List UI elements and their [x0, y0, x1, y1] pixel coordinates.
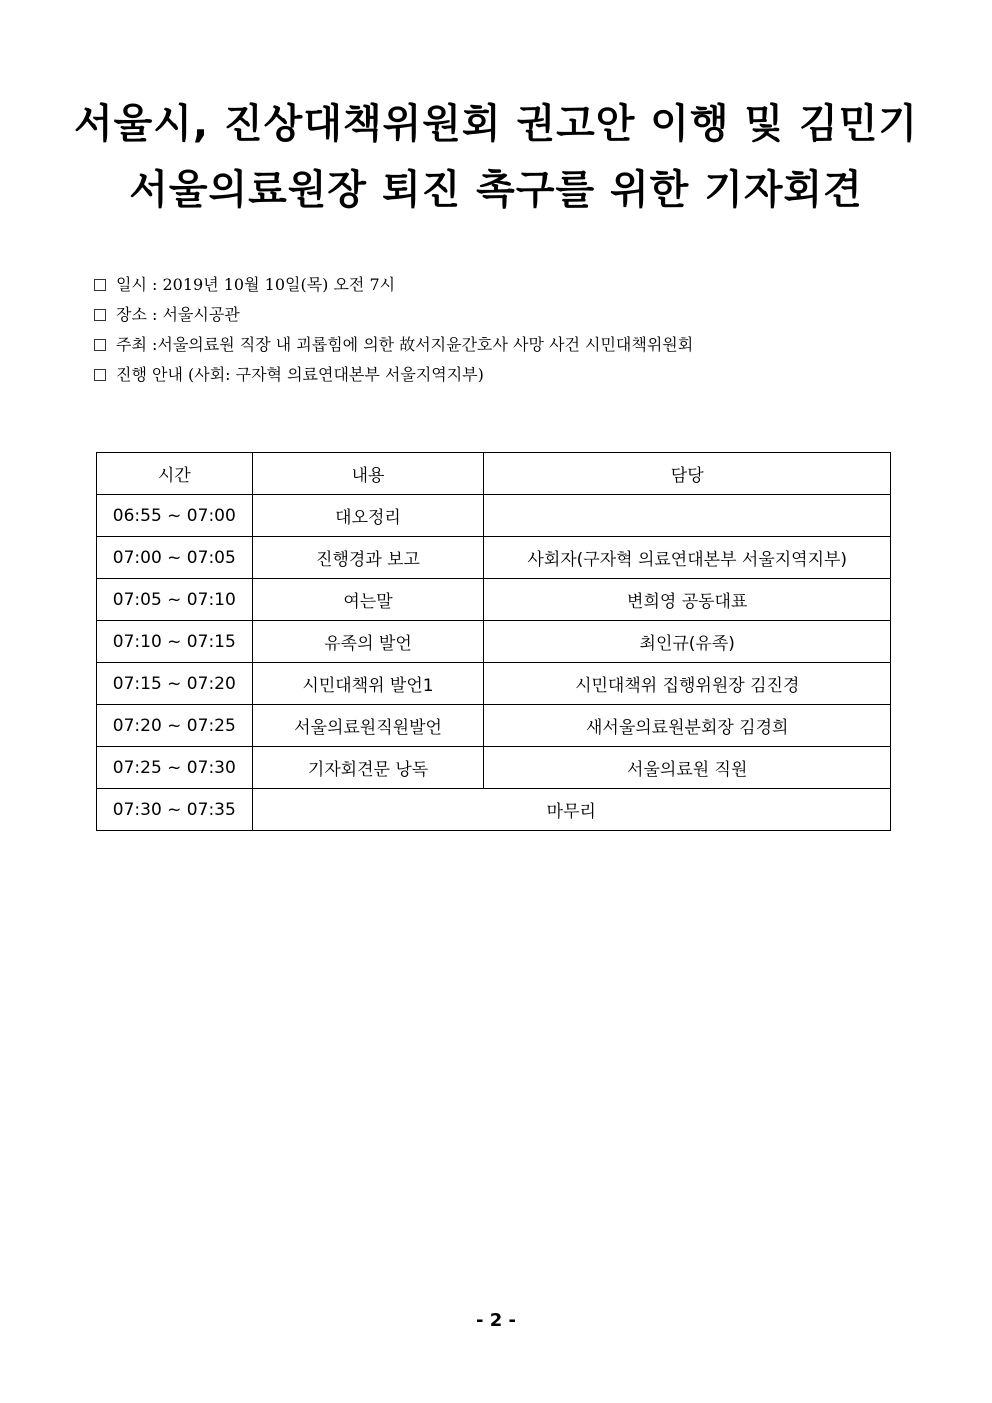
cell-time: 07:20 ~ 07:25	[97, 705, 253, 747]
cell-time: 07:25 ~ 07:30	[97, 747, 253, 789]
cell-content: 기자회견문 낭독	[252, 747, 484, 789]
header-person: 담당	[484, 453, 891, 495]
checkbox-icon	[94, 279, 106, 291]
cell-content: 시민대책위 발언1	[252, 663, 484, 705]
info-date-text: 일시 : 2019년 10월 10일(목) 오전 7시	[116, 275, 396, 294]
info-item-venue	[94, 300, 693, 330]
table-header-row	[97, 453, 891, 495]
cell-time: 07:10 ~ 07:15	[97, 621, 253, 663]
table-row	[97, 621, 891, 663]
cell-content: 진행경과 보고	[252, 537, 484, 579]
cell-time: 07:00 ~ 07:05	[97, 537, 253, 579]
cell-person: 최인규(유족)	[484, 621, 891, 663]
cell-person: 변희영 공동대표	[484, 579, 891, 621]
info-item-mc	[94, 360, 693, 390]
checkbox-icon	[94, 339, 106, 351]
table-row	[97, 537, 891, 579]
table-row	[97, 495, 891, 537]
info-item-host	[94, 330, 693, 360]
header-content: 내용	[252, 453, 484, 495]
event-info-list	[94, 270, 693, 390]
cell-time: 07:15 ~ 07:20	[97, 663, 253, 705]
page-title-line-1: 서울시, 진상대책위원회 권고안 이행 및 김민기	[74, 101, 918, 147]
cell-content: 여는말	[252, 579, 484, 621]
cell-person: 시민대책위 집행위원장 김진경	[484, 663, 891, 705]
info-mc-text: 진행 안내 (사회: 구자혁 의료연대본부 서울지역지부)	[116, 365, 484, 384]
cell-content: 대오정리	[252, 495, 484, 537]
schedule-table	[96, 452, 891, 831]
checkbox-icon	[94, 369, 106, 381]
table-row	[97, 705, 891, 747]
table-row-closing	[97, 789, 891, 831]
cell-content: 유족의 발언	[252, 621, 484, 663]
table-row	[97, 663, 891, 705]
info-host-text: 주최 :서울의료원 직장 내 괴롭힘에 의한 故서지윤간호사 사망 사건 시민대책위원회	[116, 335, 694, 354]
cell-time: 07:30 ~ 07:35	[97, 789, 253, 831]
cell-person	[484, 495, 891, 537]
cell-person: 사회자(구자혁 의료연대본부 서울지역지부)	[484, 537, 891, 579]
info-item-date	[94, 270, 693, 300]
cell-time: 06:55 ~ 07:00	[97, 495, 253, 537]
page-number: - 2 -	[476, 1310, 516, 1331]
table-row	[97, 579, 891, 621]
header-time: 시간	[97, 453, 253, 495]
page-title-line-2: 서울의료원장 퇴진 촉구를 위한 기자회견	[129, 167, 863, 213]
cell-time: 07:05 ~ 07:10	[97, 579, 253, 621]
cell-person: 서울의료원 직원	[484, 747, 891, 789]
cell-content-merged: 마무리	[252, 789, 890, 831]
checkbox-icon	[94, 309, 106, 321]
cell-content: 서울의료원직원발언	[252, 705, 484, 747]
info-venue-text: 장소 : 서울시공관	[116, 305, 240, 324]
cell-person: 새서울의료원분회장 김경희	[484, 705, 891, 747]
table-row	[97, 747, 891, 789]
